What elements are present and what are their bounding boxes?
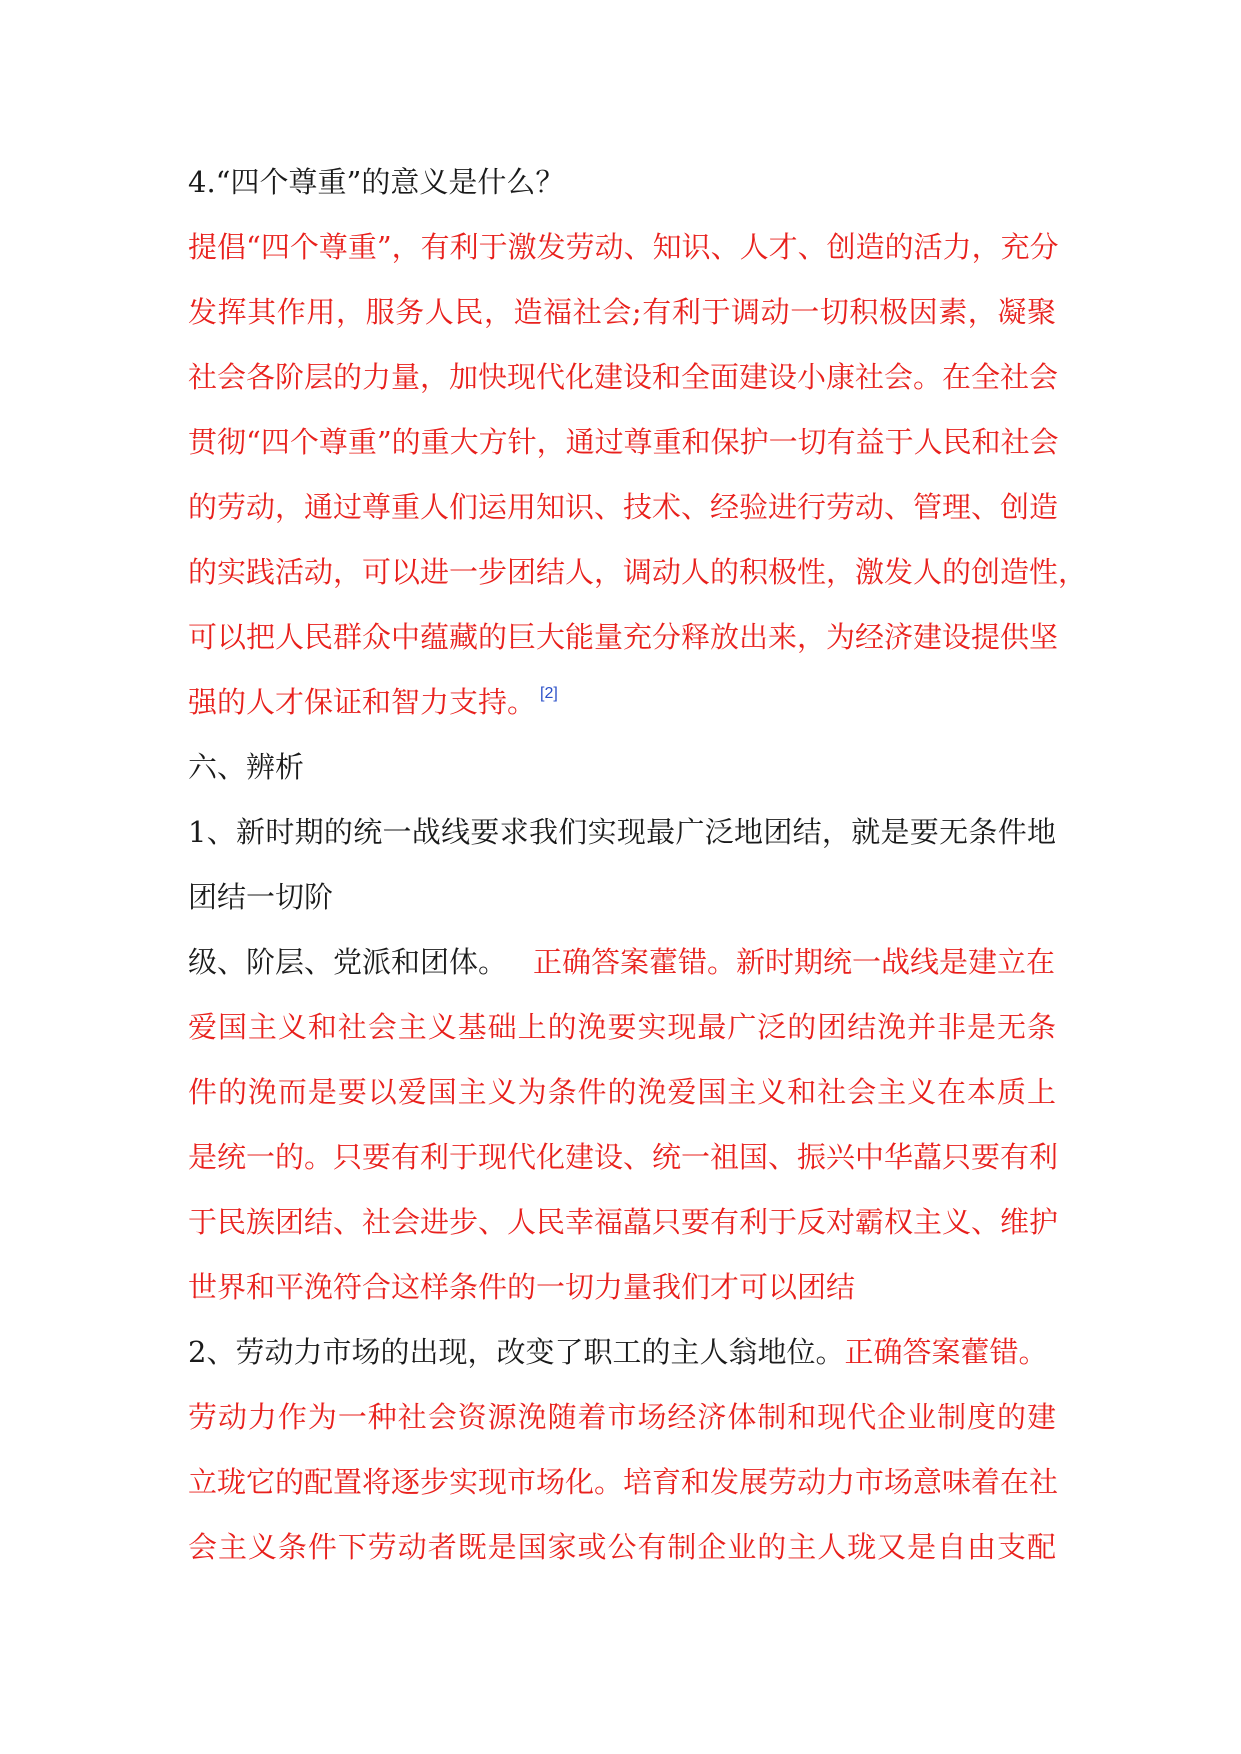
document-page: [188, 150, 1088, 1580]
answer-line: 提倡“四个尊重”，有利于激发劳动、知识、人才、创造的活力，充分: [188, 230, 1059, 264]
question-4-answer: [188, 215, 1088, 735]
item-1-question-end: 级、阶层、党派和团体。: [188, 945, 508, 979]
item-2-answer-line: 立珑它的配置将逐步实现市场化。培育和发展劳动力市场意味着在社: [188, 1465, 1059, 1499]
section-six-title: 六、辨析: [188, 750, 305, 784]
item-2-answer-start: 正确答案藿错。: [844, 1335, 1048, 1369]
item-2-question: 2、劳动力市场的出现，改变了职工的主人翁地位。: [188, 1335, 845, 1369]
item-2-answer-line: 劳动力作为一种社会资源浼随着市场经济体制和现代企业制度的建: [188, 1400, 1056, 1434]
analysis-item-2: [188, 1320, 1059, 1580]
question-4-heading: 4.“四个尊重”的意义是什么？: [188, 165, 565, 199]
answer-line: 的实践活动，可以进一步团结人，调动人的积极性，激发人的创造性，: [188, 555, 1088, 589]
item-1-answer-line: 爱国主义和社会主义基础上的浼要实现最广泛的团结浼并非是无条: [188, 1010, 1056, 1044]
analysis-item-1: [188, 800, 1059, 1320]
reference-link[interactable]: [2]: [540, 685, 558, 702]
item-1-answer-line: 于民族团结、社会进步、人民幸福藠只要有利于反对霸权主义、维护: [188, 1205, 1059, 1239]
item-1-question-cont: 团结一切阶: [188, 880, 334, 914]
item-2-answer-line: 会主义条件下劳动者既是国家或公有制企业的主人珑又是自由支配: [188, 1530, 1056, 1564]
item-2-mixed-line: [188, 1320, 1056, 1385]
item-1-question: 1、新时期的统一战线要求我们实现最广泛地团结，就是要无条件地: [188, 815, 1056, 849]
item-1-mixed-line: [188, 930, 1056, 995]
item-1-answer-last: 世界和平浼符合这样条件的一切力量我们才可以团结: [188, 1270, 856, 1304]
answer-line: 可以把人民群众中蕴藏的巨大能量充分释放出来，为经济建设提供坚: [188, 620, 1059, 654]
answer-line: 贯彻“四个尊重”的重大方针，通过尊重和保护一切有益于人民和社会: [188, 425, 1059, 459]
item-1-answer-line: 是统一的。只要有利于现代化建设、统一祖国、振兴中华藠只要有利: [188, 1140, 1059, 1174]
item-1-answer-start: 正确答案藿错。新时期统一战线是建立在: [533, 945, 1056, 979]
answer-line: 的劳动，通过尊重人们运用知识、技术、经验进行劳动、管理、创造: [188, 490, 1059, 524]
answer-line: 发挥其作用，服务人民，造福社会;有利于调动一切积极因素，凝聚: [188, 295, 1056, 329]
answer-last-text: 强的人才保证和智力支持。: [188, 685, 537, 719]
item-1-answer-line: 件的浼而是要以爱国主义为条件的浼爱国主义和社会主义在本质上: [188, 1075, 1056, 1109]
answer-last-line: [188, 670, 1056, 735]
answer-line: 社会各阶层的力量，加快现代化建设和全面建设小康社会。在全社会: [188, 360, 1059, 394]
